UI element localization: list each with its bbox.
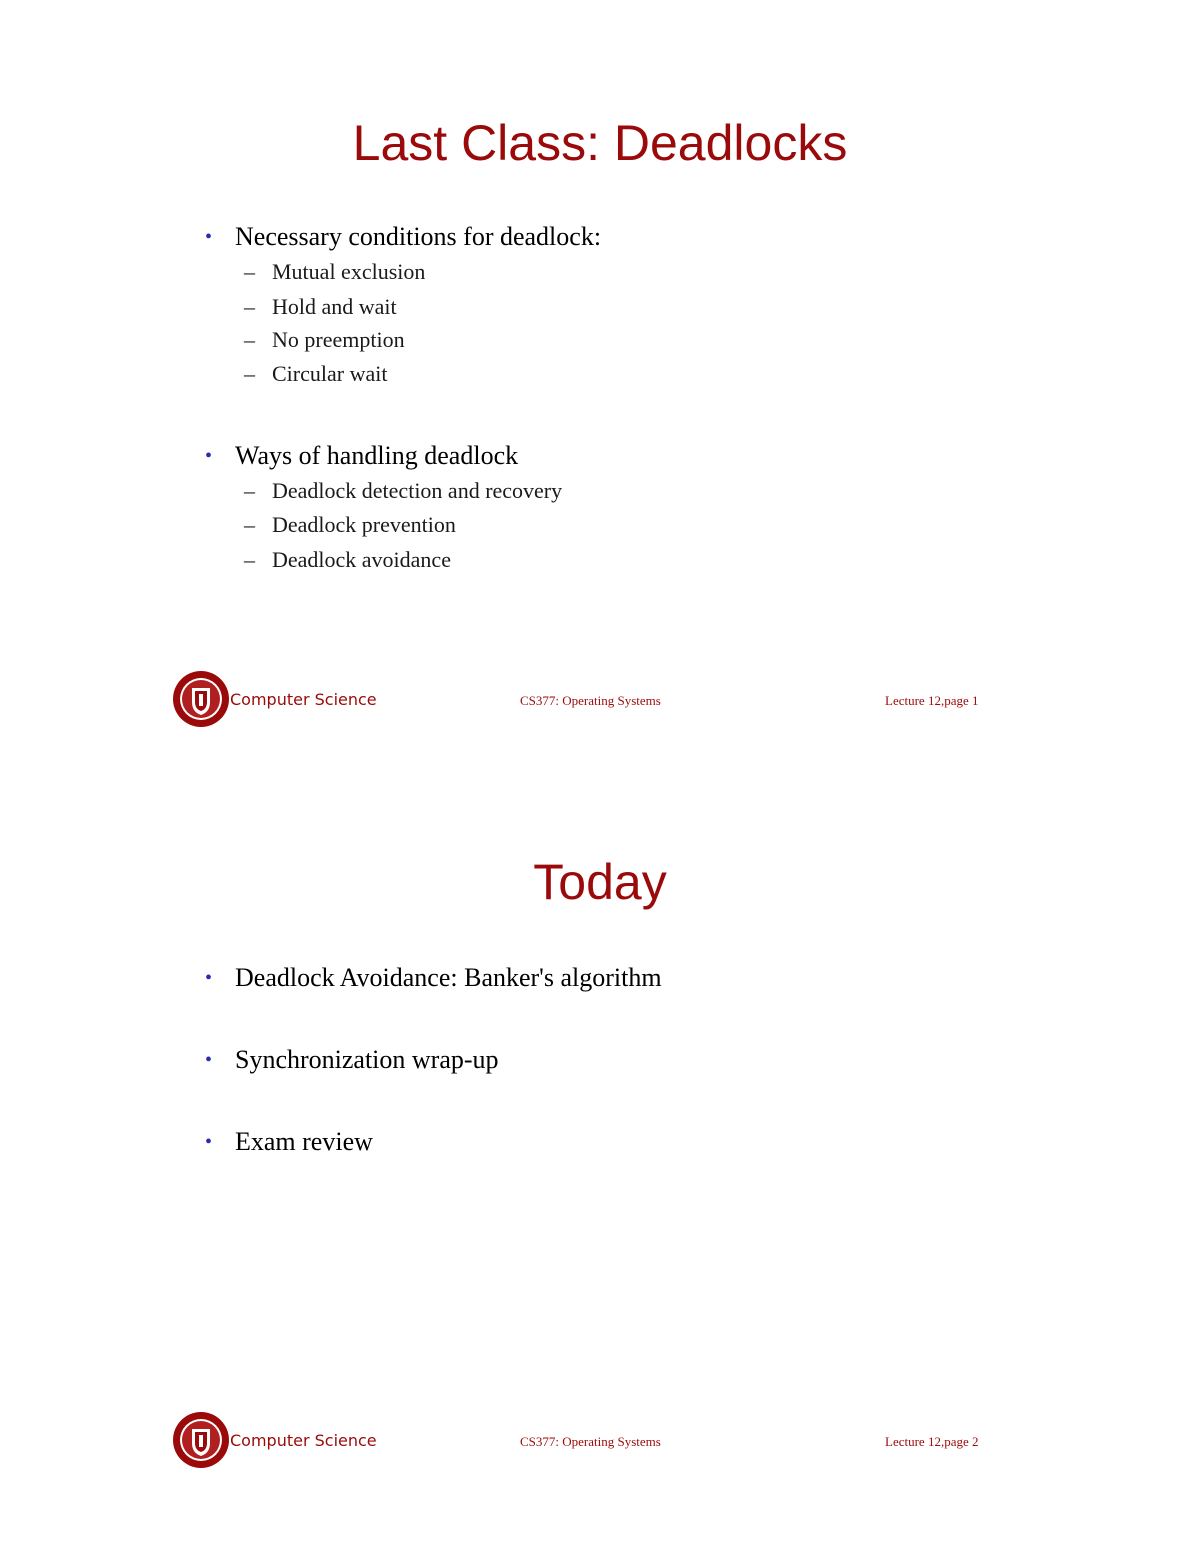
bullet-text: Ways of handling deadlock <box>235 441 519 470</box>
footer-course: CS377: Operating Systems <box>520 1434 661 1449</box>
sub-item-text: Mutual exclusion <box>272 259 426 284</box>
sub-item <box>244 296 397 318</box>
bullet-item <box>205 224 601 250</box>
bullet-dot: • <box>205 1049 213 1071</box>
slide-1 <box>0 0 1200 776</box>
sub-item-text: Deadlock prevention <box>272 512 456 537</box>
bullet-dot: • <box>205 445 213 467</box>
footer-course: CS377: Operating Systems <box>520 693 661 708</box>
bullet-dot: • <box>205 1131 213 1153</box>
sub-item <box>244 514 456 536</box>
sub-item <box>244 261 425 283</box>
dash-glyph: – <box>244 512 255 537</box>
footer-page: Lecture 12,page 2 <box>885 1434 979 1449</box>
dash-glyph: – <box>244 547 255 572</box>
bullet-text: Necessary conditions for deadlock: <box>235 222 602 251</box>
slide-footer <box>0 1411 1200 1471</box>
footer-dept: Computer Science <box>230 1431 377 1450</box>
bullet-item <box>205 1129 373 1155</box>
slide-title: Last Class: Deadlocks <box>352 115 848 171</box>
footer-dept: Computer Science <box>230 690 377 709</box>
bullet-item <box>205 443 518 469</box>
sub-item-text: Hold and wait <box>272 294 397 319</box>
bullet-text: Synchronization wrap-up <box>235 1045 499 1074</box>
dash-glyph: – <box>244 478 255 503</box>
bullet-dot: • <box>205 226 213 248</box>
bullet-text: Deadlock Avoidance: Banker's algorithm <box>235 963 662 992</box>
bullet-item <box>205 1047 499 1073</box>
dash-glyph: – <box>244 259 255 284</box>
university-seal-icon <box>172 1411 230 1469</box>
sub-item <box>244 329 405 351</box>
sub-item <box>244 363 387 385</box>
sub-item-text: Circular wait <box>272 361 388 386</box>
dash-glyph: – <box>244 294 255 319</box>
sub-item <box>244 549 451 571</box>
sub-item-text: No preemption <box>272 327 405 352</box>
footer-page: Lecture 12,page 1 <box>885 693 979 708</box>
dash-glyph: – <box>244 327 255 352</box>
sub-item-text: Deadlock detection and recovery <box>272 478 563 503</box>
slide-2 <box>0 741 1200 1517</box>
bullet-dot: • <box>205 967 213 989</box>
bullet-item <box>205 965 662 991</box>
bullet-text: Exam review <box>235 1127 373 1156</box>
university-seal-icon <box>172 670 230 728</box>
sub-item-text: Deadlock avoidance <box>272 547 451 572</box>
sub-item <box>244 480 562 502</box>
dash-glyph: – <box>244 361 255 386</box>
slide-title: Today <box>533 854 667 910</box>
slide-footer <box>0 670 1200 730</box>
